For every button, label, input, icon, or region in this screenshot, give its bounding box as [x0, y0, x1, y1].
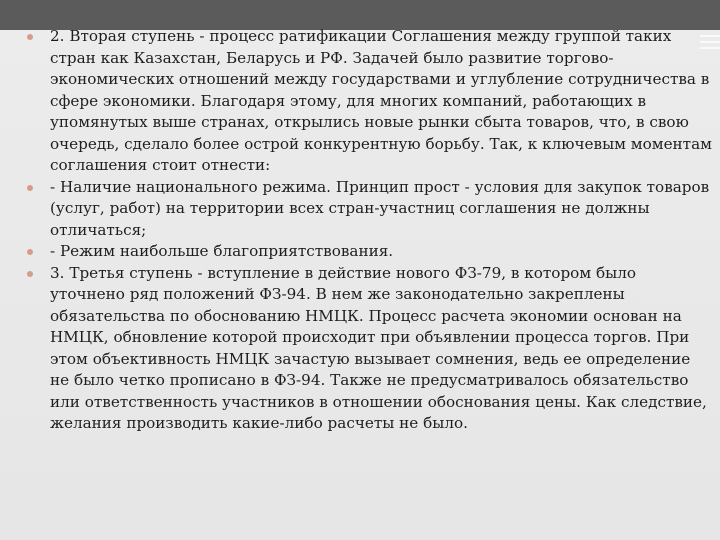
- bullet-text: 2. Вторая ступень - процесс ратификации Соглашения между группой таких стран как Казахстан, Беларусь и РФ. Задачей было развитие торгово-экономических отношений между государствами и углубление сотрудничества в сфере экономики. Благодаря этому, для многих компаний, работающих в упомянутых выше странах, открылись новые рынки сбыта товаров, что, в свою очередь, сделало более острой конкурентную борьбу. Так, к ключевым моментам соглашения стоит отнести:: [50, 27, 712, 174]
- slide-content: [26, 26, 714, 435]
- bullet-list: [26, 26, 714, 435]
- bullet-text: - Режим наибольше благоприятствования.: [50, 242, 394, 260]
- bullet-dot-icon: [27, 271, 33, 277]
- list-item: [26, 263, 714, 435]
- bullet-dot-icon: [27, 249, 33, 255]
- list-item: [26, 241, 714, 263]
- bullet-dot-icon: [27, 34, 33, 40]
- list-item: [26, 177, 714, 242]
- list-item: [26, 26, 714, 177]
- bullet-text: 3. Третья ступень - вступление в действие нового ФЗ-79, в котором было уточнено ряд положений ФЗ-94. В нем же законодательно закреплены обязательства по обоснованию НМЦК. Процесс расчета экономии основан на НМЦК, обновление которой происходит при объявлении процесса торгов. При этом объективность НМЦК зачастую вызывает сомнения, ведь ее определение не было четко прописано в ФЗ-94. Также не предусматривалось обязательство или ответственность участников в отношении обоснования цены. Как следствие, желания производить какие-либо расчеты не было.: [50, 263, 707, 432]
- bullet-text: - Наличие национального режима. Принцип прост - условия для закупок товаров (услуг, работ) на территории всех стран-участниц соглашения не должны отличаться;: [50, 177, 710, 239]
- bullet-dot-icon: [27, 185, 33, 191]
